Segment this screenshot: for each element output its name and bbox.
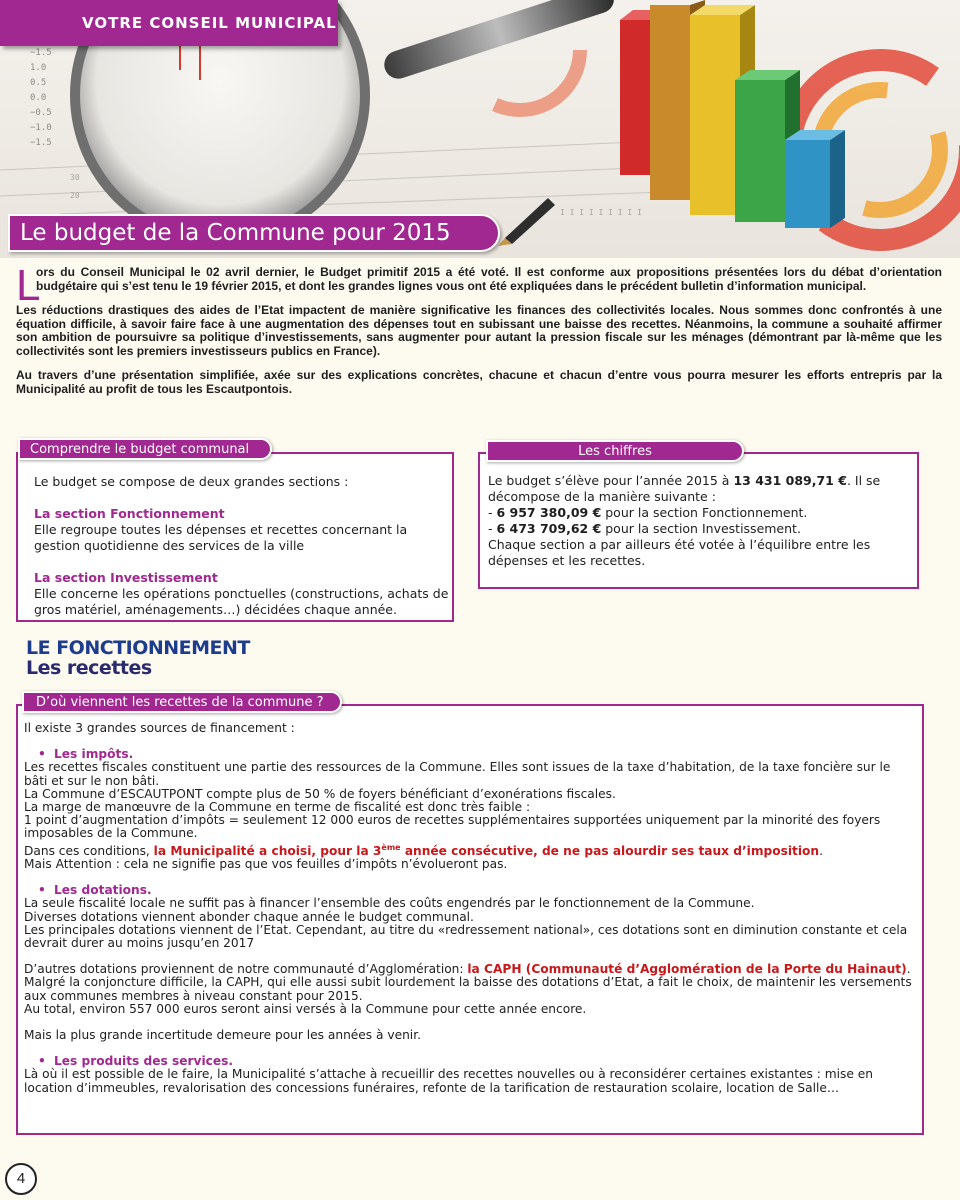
chiffres-closing: Chaque section a par ailleurs été votée à l’équilibre entre les dépenses et les recettes.: [488, 537, 871, 568]
svg-text:1.0: 1.0: [30, 63, 47, 73]
investissement-section-title: La section Investissement: [34, 570, 218, 585]
section-tab: VOTRE CONSEIL MUNICIPAL: [0, 0, 338, 46]
impots-line-6: Mais Attention : cela ne signifie pas que vos feuilles d’impôts n’évolueront pas.: [24, 856, 508, 871]
fonctionnement-section-title: La section Fonctionnement: [34, 506, 225, 521]
impots-line-3: La marge de manœuvre de la Commune en terme de fiscalité est donc très faible :: [24, 800, 531, 815]
svg-text:30: 30: [70, 173, 80, 182]
bullet-icon: •: [38, 883, 46, 898]
intro-text: [16, 261, 942, 407]
services-title: • Les produits des services.: [38, 1054, 234, 1069]
fonctionnement-amount: 6 957 380,09 €: [496, 505, 602, 520]
intro-paragraph-2: Les réductions drastiques des aides de l’Etat impactent de manière significative les finances des collectivités locales. Nous sommes donc confrontés à une équation difficile, à savoir faire face à une augmentation des dépenses tout en subissant une baisse des recettes. Néanmoins, la commune a souhaité affirmer son ambition de poursuivre sa politique d’investissements, sans augmenter pour autant la pression fiscale sur les ménages (démontrant par là-même que les collectivités sont les premiers investisseurs publics en France).: [16, 303, 942, 358]
services-line-1: Là où il est possible de le faire, la Municipalité s’attache à recueillir des recettes nouvelles ou à reconsidérer certaines existantes : mise en location d’immeubles, revalorisation des concessions funéraires, refonte de la tarification de restauration scolaire, location de Salle…: [24, 1067, 873, 1095]
budget-total: 13 431 089,71 €: [733, 473, 847, 488]
dotations-line-3: Les principales dotations viennent de l’Etat. Cependant, au titre du «redressement national», ces dotations sont en diminution constante et cela devrait durer au moins jusqu’en 2017: [24, 922, 908, 950]
svg-text:20: 20: [70, 191, 80, 200]
svg-text:0.5: 0.5: [30, 78, 47, 88]
chiffres-investissement-line: - 6 473 709,62 € pour la section Investissement.: [488, 521, 801, 536]
fonctionnement-section-text: Elle regroupe toutes les dépenses et recettes concernant la gestion quotidienne des services de la ville: [34, 522, 408, 553]
svg-text:−0.5: −0.5: [30, 108, 52, 118]
hero-banner: [0, 0, 960, 258]
impots-title: • Les impôts.: [38, 747, 134, 762]
intro-paragraph-3: Au travers d’une présentation simplifiée, axée sur des explications concrètes, chacune et chacun d’entre vous pourra mesurer les efforts entrepris par la Municipalité au profit de tous les Escautpontois.: [16, 368, 942, 396]
chiffres-box: [478, 452, 919, 589]
caph-highlight: la CAPH (Communauté d’Agglomération de la Porte du Hainaut): [467, 962, 907, 977]
svg-text:I I I I I I I I I: I I I I I I I I I: [560, 208, 642, 217]
impots-line-2: La Commune d’ESCAUTPONT compte plus de 50 % de foyers bénéficiant d’exonérations fiscales.: [24, 786, 616, 801]
fonctionnement-heading: [26, 638, 250, 678]
investissement-amount: 6 473 709,62 €: [496, 521, 602, 536]
investissement-section-text: Elle concerne les opérations ponctuelles (constructions, achats de gros matériel, aménagements…) décidées chaque année.: [34, 586, 449, 617]
dotations-line-6: Au total, environ 557 000 euros seront ainsi versés à la Commune pour cette année encore.: [24, 1001, 587, 1016]
page-title: Le budget de la Commune pour 2015: [8, 214, 500, 252]
dotations-title: • Les dotations.: [38, 883, 152, 898]
impots-line-4: 1 point d’augmentation d’impôts = seulement 12 000 euros de recettes supplémentaires supportées uniquement par la minorité des foyers imposables de la Commune.: [24, 813, 881, 841]
svg-text:−1.0: −1.0: [30, 123, 52, 133]
page-number: 4: [5, 1163, 37, 1195]
chiffres-total-line: Le budget s’élève pour l’année 2015 à 13 431 089,71 €. Il se décompose de la manière suivante :: [488, 473, 881, 504]
impots-line-5: Dans ces conditions, la Municipalité a choisi, pour la 3ème année consécutive, de ne pas alourdir ses taux d’imposition.: [24, 842, 823, 858]
dotations-line-5: Malgré la conjoncture difficile, la CAPH, qui elle aussi subit lourdement la baisse des dotations d’Etat, a fait le choix, de maintenir les versements aux communes membres à niveau constant pour 2015.: [24, 975, 912, 1003]
comprendre-box: [16, 452, 454, 622]
fonctionnement-title: LE FONCTIONNEMENT: [26, 637, 250, 659]
dotations-line-1: La seule fiscalité locale ne suffit pas à financer l’ensemble des coûts engendrés par le fonctionnement de la Commune.: [24, 896, 755, 911]
comprendre-tab: Comprendre le budget communal: [18, 438, 272, 460]
chiffres-tab: Les chiffres: [486, 440, 744, 462]
svg-text:−1.5: −1.5: [30, 48, 52, 58]
bullet-icon: •: [38, 1054, 46, 1069]
impots-highlight: la Municipalité a choisi, pour la 3ème année consécutive, de ne pas alourdir ses taux d’imposition: [153, 842, 820, 858]
comprendre-lead: Le budget se compose de deux grandes sections :: [34, 474, 349, 489]
recettes-box: [16, 704, 924, 1135]
chiffres-fonctionnement-line: - 6 957 380,09 € pour la section Fonctionnement.: [488, 505, 808, 520]
dotations-line-4: D’autres dotations proviennent de notre communauté d’Agglomération: la CAPH (Communauté d’Agglomération de la Porte du Hainaut).: [24, 962, 911, 977]
recettes-lead: Il existe 3 grandes sources de financement :: [24, 721, 295, 735]
svg-text:−1.5: −1.5: [30, 138, 52, 148]
impots-line-1: Les recettes fiscales constituent une partie des ressources de la Commune. Elles sont issues de la taxe d’habitation, de la taxe foncière sur le bâti et sur le non bâti.: [24, 760, 891, 788]
intro-paragraph-1: L ors du Conseil Municipal le 02 avril dernier, le Budget primitif 2015 a été voté. Il est conforme aux propositions présentées lors du débat d’orientation budgétaire qui s’est tenu le 19 février 2015, et dont les grandes lignes vous ont été expliquées dans le précédent bulletin d’information municipal.: [16, 261, 942, 310]
dotations-line-2: Diverses dotations viennent abonder chaque année le budget communal.: [24, 909, 474, 924]
drop-cap: L: [16, 261, 41, 310]
dotations-line-7: Mais la plus grande incertitude demeure pour les années à venir.: [24, 1027, 421, 1042]
svg-text:0.0: 0.0: [30, 93, 47, 103]
bullet-icon: •: [38, 747, 46, 762]
recettes-subtitle: Les recettes: [26, 657, 152, 679]
recettes-tab: D’où viennent les recettes de la commune ?: [22, 691, 342, 713]
